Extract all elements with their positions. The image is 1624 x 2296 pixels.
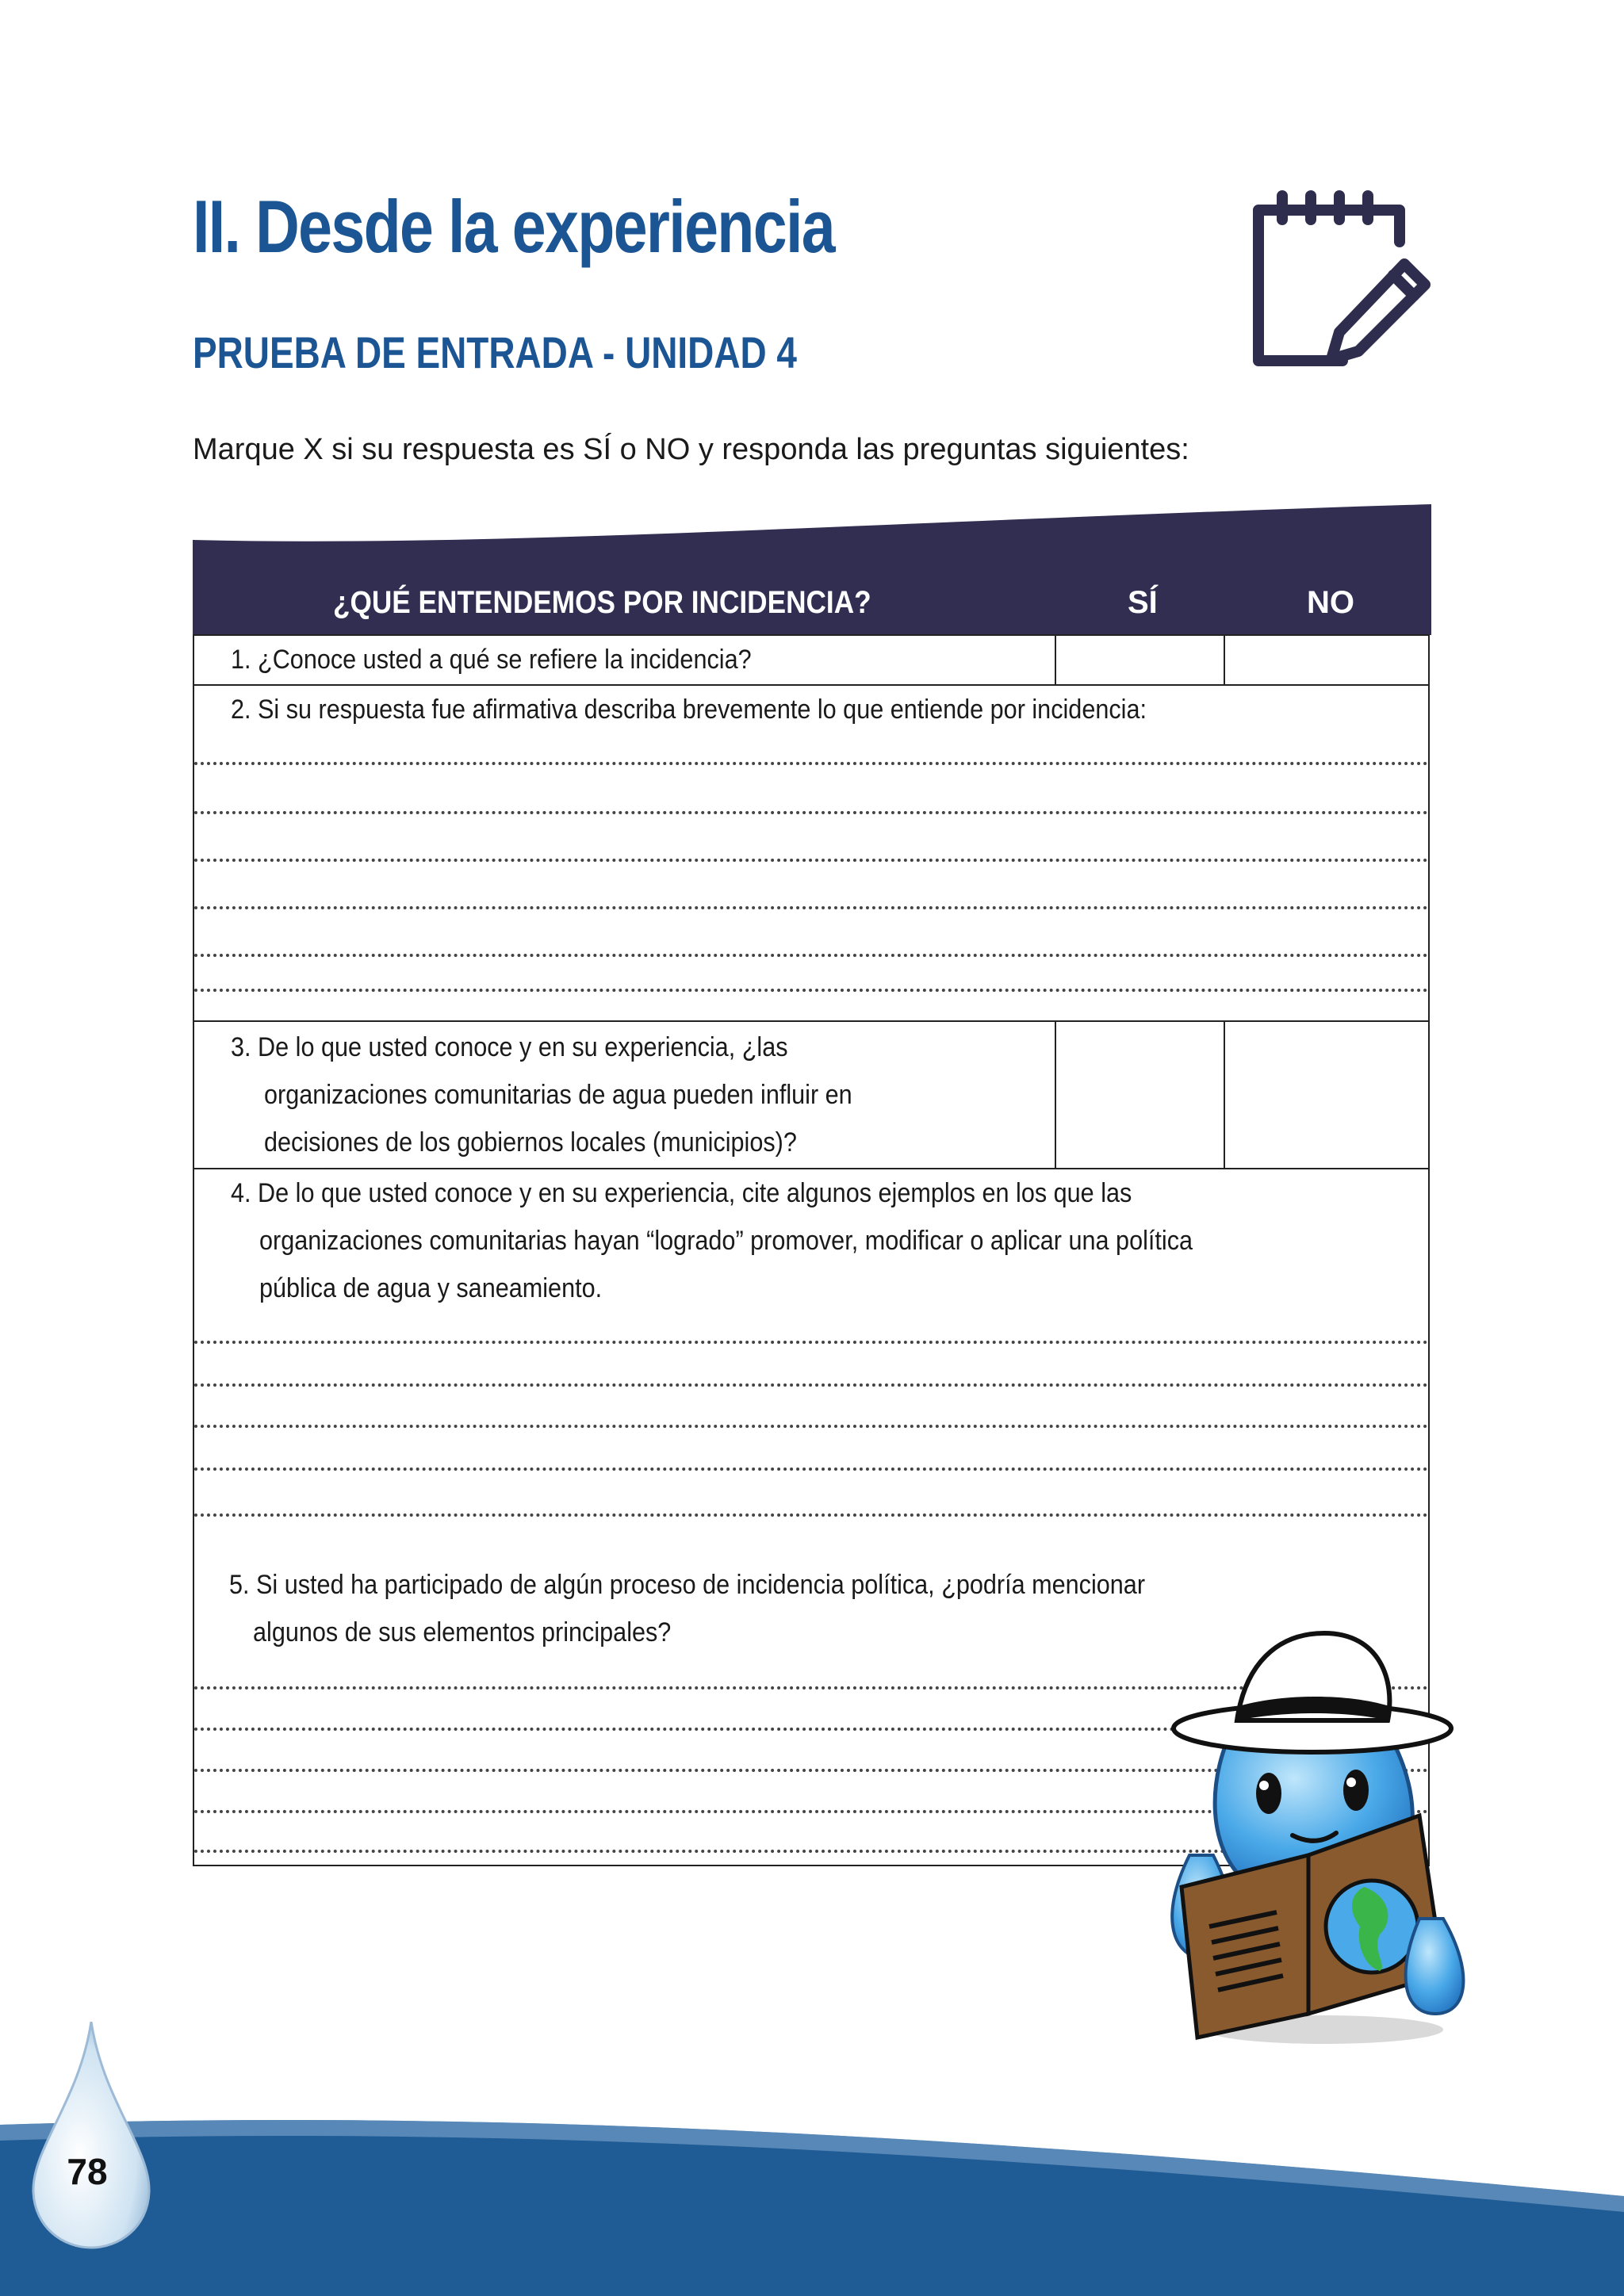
page-title: II. Desde la experiencia xyxy=(193,185,834,268)
page-number: 78 xyxy=(67,2151,108,2192)
answer-yes-cell-3[interactable] xyxy=(1055,1022,1056,1168)
question-4-line-1: 4. De lo que usted conoce y en su experiencia, cite algunos ejemplos en los que las xyxy=(231,1178,1132,1208)
answer-line[interactable] xyxy=(194,1341,1428,1344)
answer-no-cell-3[interactable] xyxy=(1224,1022,1225,1168)
question-1-text: 1. ¿Conoce usted a qué se refiere la incidencia? xyxy=(231,645,752,675)
answer-line[interactable] xyxy=(194,989,1428,992)
answer-no-cell-1[interactable] xyxy=(1224,636,1225,684)
question-row-3 xyxy=(194,1022,1428,1169)
answer-line[interactable] xyxy=(194,1383,1428,1387)
answer-line[interactable] xyxy=(194,859,1428,862)
table-header-question: ¿QUÉ ENTENDEMOS POR INCIDENCIA? xyxy=(333,585,871,620)
question-5-line-2: algunos de sus elementos principales? xyxy=(253,1617,672,1647)
water-drop-icon xyxy=(24,2022,159,2252)
answer-line[interactable] xyxy=(194,1468,1428,1471)
water-drop-mascot-reading-icon xyxy=(1142,1617,1475,2061)
answer-line[interactable] xyxy=(194,811,1428,814)
answer-line[interactable] xyxy=(194,906,1428,909)
question-3-line-3: decisiones de los gobiernos locales (municipios)? xyxy=(264,1127,797,1158)
answer-line[interactable] xyxy=(194,762,1428,765)
question-row-2 xyxy=(194,686,1428,1022)
answer-line[interactable] xyxy=(194,1425,1428,1428)
section-subtitle: PRUEBA DE ENTRADA - UNIDAD 4 xyxy=(193,327,797,377)
question-4-line-3: pública de agua y saneamiento. xyxy=(259,1273,603,1303)
question-3-line-1: 3. De lo que usted conoce y en su experiencia, ¿las xyxy=(231,1032,788,1062)
question-row-1 xyxy=(194,636,1428,686)
question-5-line-1: 5. Si usted ha participado de algún proceso de incidencia política, ¿podría mencionar xyxy=(229,1570,1146,1600)
notepad-pencil-icon xyxy=(1249,186,1439,377)
question-4-line-2: organizaciones comunitarias hayan “logrado” promover, modificar o aplicar una política xyxy=(259,1226,1193,1256)
answer-line[interactable] xyxy=(194,1513,1428,1517)
answer-line[interactable] xyxy=(194,954,1428,957)
table-header-yes: SÍ xyxy=(1128,585,1158,620)
answer-yes-cell-1[interactable] xyxy=(1055,636,1056,684)
question-2-text: 2. Si su respuesta fue afirmativa describa brevemente lo que entiende por incidencia: xyxy=(231,695,1147,725)
table-header-no: NO xyxy=(1307,585,1354,620)
question-3-line-2: organizaciones comunitarias de agua pueden influir en xyxy=(264,1080,852,1110)
instruction-text: Marque X si su respuesta es SÍ o NO y responda las preguntas siguientes: xyxy=(193,433,1189,466)
footer-wave xyxy=(0,2093,1624,2296)
